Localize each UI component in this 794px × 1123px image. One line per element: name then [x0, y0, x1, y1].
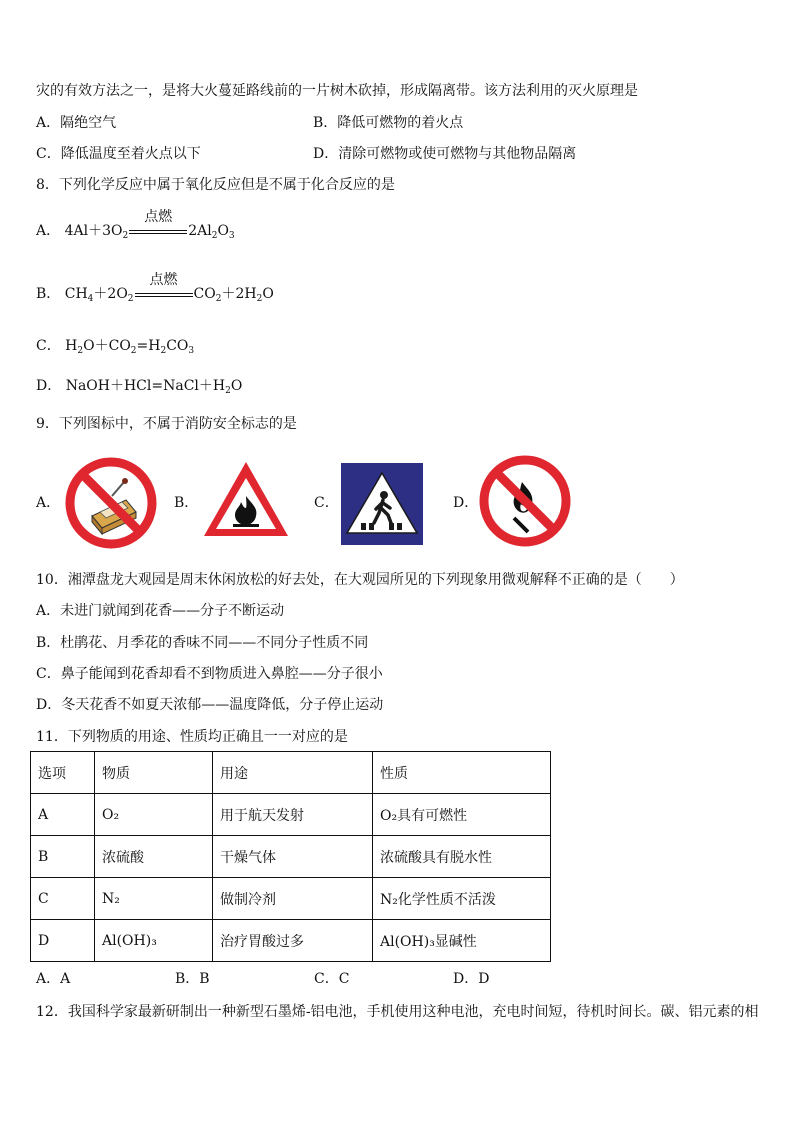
table-cell: O₂具有可燃性	[373, 794, 551, 836]
q8-option-b-label: B．	[36, 286, 61, 302]
q11-table	[30, 751, 551, 962]
no-fire-icon	[478, 454, 572, 548]
table-cell: 治疗胃酸过多	[213, 920, 373, 962]
q8-option-d-label: D．	[36, 378, 62, 394]
q7-stem-tail: 灾的有效方法之一，是将大火蔓延路线前的一片树木砍掉，形成隔离带。该方法利用的灭火原理是	[36, 83, 638, 99]
table-row	[31, 920, 551, 962]
table-cell: 浓硫酸具有脱水性	[373, 836, 551, 878]
q10-option-d: D．冬天花香不如夏天浓郁——温度降低，分子停止运动	[36, 697, 384, 713]
table-cell: D	[31, 920, 95, 962]
q9-option-c-label: C．	[314, 495, 339, 511]
table-cell: B	[31, 836, 95, 878]
table-cell: O₂	[95, 794, 213, 836]
q8-stem: 8．下列化学反应中属于氧化反应但是不属于化合反应的是	[36, 177, 395, 193]
table-cell: 做制冷剂	[213, 878, 373, 920]
reaction-condition: 点燃	[129, 222, 187, 240]
q11-option-d: D．D	[453, 971, 490, 987]
table-header-cell: 选项	[31, 752, 95, 794]
q11-option-c: C．C	[314, 971, 350, 987]
table-cell: N₂化学性质不活泼	[373, 878, 551, 920]
q11-option-b: B．B	[175, 971, 210, 987]
flammable-warning-icon	[200, 458, 292, 540]
q8-option-a: A． $4Al+3O_2$ 点燃 $2Al_2O_3$	[36, 209, 235, 241]
table-cell: 干燥气体	[213, 836, 373, 878]
pedestrian-crossing-icon	[341, 463, 423, 545]
table-cell: A	[31, 794, 95, 836]
q12-stem: 12．我国科学家最新研制出一种新型石墨烯-铝电池，手机使用这种电池，充电时间短，待机时间长。碳、铝元素的相	[36, 1004, 759, 1020]
q10-option-c: C．鼻子能闻到花香却看不到物质进入鼻腔——分子很小	[36, 666, 383, 682]
table-cell: Al(OH)₃	[95, 920, 213, 962]
q8-option-c-label: C．	[36, 338, 61, 354]
q7-option-b: B．降低可燃物的着火点	[313, 115, 464, 131]
table-cell: Al(OH)₃显碱性	[373, 920, 551, 962]
table-cell: C	[31, 878, 95, 920]
q8-option-d: D． $NaOH+HCl=NaCl+H_2O$	[36, 378, 243, 396]
q10-option-a: A．未进门就闻到花香——分子不断运动	[36, 603, 285, 619]
table-header-cell: 性质	[373, 752, 551, 794]
table-header-cell: 物质	[95, 752, 213, 794]
table-header-row	[31, 752, 551, 794]
table-cell: N₂	[95, 878, 213, 920]
q7-option-a: A．隔绝空气	[36, 115, 117, 131]
q7-option-d: D．清除可燃物或使可燃物与其他物品隔离	[313, 146, 577, 162]
q10-option-b: B．杜鹃花、月季花的香味不同——不同分子性质不同	[36, 635, 369, 651]
q9-stem: 9．下列图标中，不属于消防安全标志的是	[36, 416, 297, 432]
table-row	[31, 794, 551, 836]
table-cell: 用于航天发射	[213, 794, 373, 836]
q8-option-c: C． $H_2O+CO_2=H_2CO_3$	[36, 338, 195, 356]
q8-option-b: B． $CH_4+2O_2$ 点燃 $CO_2+2H_2O$	[36, 272, 274, 304]
q9-option-a-label: A．	[36, 495, 61, 511]
reaction-condition: 点燃	[135, 285, 193, 303]
q11-option-a: A．A	[36, 971, 71, 987]
q9-option-b-label: B．	[174, 495, 199, 511]
q9-option-d-label: D．	[453, 495, 479, 511]
table-header-cell: 用途	[213, 752, 373, 794]
q8-option-a-label: A．	[36, 223, 61, 239]
table-cell: 浓硫酸	[95, 836, 213, 878]
q11-stem: 11．下列物质的用途、性质均正确且一一对应的是	[36, 729, 348, 745]
q7-option-c: C．降低温度至着火点以下	[36, 146, 201, 162]
no-matches-icon	[64, 456, 158, 550]
table-row	[31, 836, 551, 878]
q10-stem: 10．湘潭盘龙大观园是周末休闲放松的好去处，在大观园所见的下列现象用微观解释不正确的是（ ）	[36, 572, 684, 588]
table-row	[31, 878, 551, 920]
